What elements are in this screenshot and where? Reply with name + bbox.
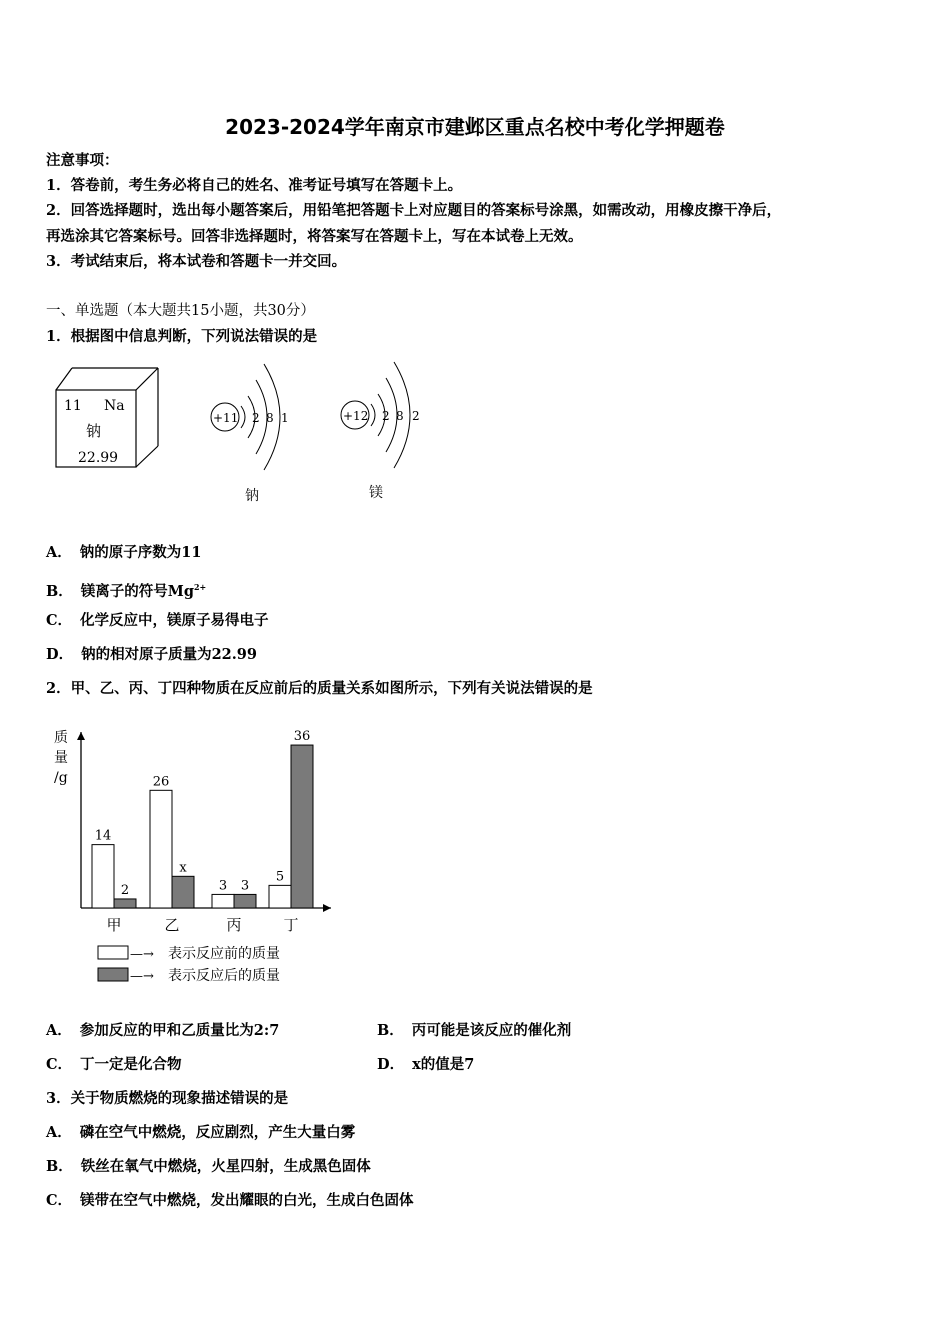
bar: [172, 876, 194, 908]
legend-arrow: —→: [130, 947, 154, 962]
option-key: B．: [377, 1022, 404, 1039]
bar-value-label: 3: [240, 878, 250, 894]
option-key: C．: [46, 1056, 73, 1073]
q2-option-a: [46, 1021, 279, 1041]
option-key: B．: [46, 1158, 73, 1175]
magnesium-shell-2: 8: [396, 409, 404, 423]
note-item: 2．回答选择题时，选出每小题答案后，用铅笔把答题卡上对应题目的答案标号涂黑，如需改动，用橡皮擦干净后，: [46, 202, 782, 219]
q3-option-c: [46, 1191, 414, 1211]
option-key: B．: [46, 582, 73, 600]
bar-value-label: x: [179, 860, 187, 876]
category-label: 甲: [106, 916, 122, 934]
q2-option-b: [377, 1021, 571, 1041]
charge-superscript: 2+: [193, 582, 207, 592]
bar: [150, 790, 172, 908]
section-heading: 一、单选题（本大题共15小题，共30分）: [46, 303, 315, 319]
option-key: D．: [46, 646, 74, 663]
option-text: 参加反应的甲和乙质量比为2:7: [79, 1022, 280, 1039]
category-label: 乙: [164, 916, 180, 934]
q3-option-b: [46, 1157, 371, 1177]
option-key: D．: [377, 1056, 405, 1073]
q3-stem: 3．关于物质燃烧的现象描述错误的是: [46, 1090, 289, 1107]
option-text: 镁带在空气中燃烧，发出耀眼的白光，生成白色固体: [80, 1192, 414, 1209]
option-text: 钠的原子序数为11: [79, 544, 202, 561]
bar: [234, 894, 256, 908]
legend-swatch: [98, 946, 128, 959]
option-text: 镁离子的符号Mg: [80, 582, 194, 600]
sodium-atom-diagram: [211, 364, 289, 504]
option-text: 磷在空气中燃烧，反应剧烈，产生大量白雾: [79, 1124, 356, 1141]
magnesium-shell-3: 2: [412, 409, 420, 423]
bar-value-label: 2: [120, 882, 130, 898]
bar: [212, 894, 234, 908]
atomic-mass: 22.99: [78, 450, 119, 466]
sodium-shell-3: 1: [281, 411, 289, 425]
chart-bars: [92, 729, 313, 934]
q2-option-d: [377, 1055, 474, 1075]
option-key: A．: [46, 1124, 72, 1141]
option-text: 铁丝在氧气中燃烧，火星四射，生成黑色固体: [80, 1158, 371, 1175]
y-axis-arrow: [77, 732, 85, 740]
option-text: 钠的相对原子质量为22.99: [81, 646, 257, 663]
q1-option-b: [46, 577, 206, 602]
option-key: C．: [46, 612, 73, 629]
option-text: 丁一定是化合物: [80, 1056, 182, 1073]
element-name: 钠: [86, 422, 102, 440]
option-text: x的值是7: [412, 1056, 475, 1073]
bar: [269, 885, 291, 908]
bar-value-label: 3: [218, 878, 228, 894]
y-axis-label: /g: [54, 770, 68, 786]
legend-label: 表示反应后的质量: [168, 968, 280, 984]
magnesium-shell-1: 2: [382, 409, 390, 423]
category-label: 丁: [283, 916, 299, 934]
option-key: A．: [46, 544, 72, 561]
page-title: 2023-2024学年南京市建邺区重点名校中考化学押题卷: [225, 115, 725, 139]
note-item: 再选涂其它答案标号。回答非选择题时，将答案写在答题卡上，写在本试卷上无效。: [46, 228, 583, 245]
bar-value-label: 26: [152, 774, 170, 790]
atomic-number: 11: [64, 398, 82, 414]
legend-swatch: [98, 968, 128, 981]
q2-stem: 2．甲、乙、丙、丁四种物质在反应前后的质量关系如图所示，下列有关说法错误的是: [46, 680, 593, 697]
bar: [291, 745, 313, 908]
bar: [92, 845, 114, 908]
q1-option-c: [46, 611, 269, 631]
q2-option-c: [46, 1055, 182, 1075]
legend-label: 表示反应前的质量: [168, 946, 280, 962]
category-label: 丙: [226, 916, 242, 934]
sodium-shell-1: 2: [252, 411, 260, 425]
q1-stem: 1．根据图中信息判断，下列说法错误的是: [46, 328, 318, 345]
option-text: 化学反应中，镁原子易得电子: [80, 612, 269, 629]
option-key: A．: [46, 1022, 72, 1039]
magnesium-nucleus: +12: [343, 409, 369, 423]
bar-value-label: 5: [275, 869, 285, 885]
sodium-nucleus: +11: [213, 411, 239, 425]
notes-heading: 注意事项：: [46, 152, 119, 169]
y-axis-label: 量: [54, 750, 68, 766]
bar: [114, 899, 136, 908]
element-symbol: Na: [104, 398, 125, 414]
q1-figure: [46, 358, 446, 508]
x-axis-arrow: [323, 904, 331, 912]
magnesium-atom-diagram: [341, 362, 420, 501]
sodium-shell-2: 8: [266, 411, 274, 425]
q1-option-d: [46, 645, 257, 665]
q3-option-a: [46, 1123, 355, 1143]
note-item: 3．考试结束后，将本试卷和答题卡一并交回。: [46, 253, 347, 270]
q1-option-a: [46, 543, 201, 563]
option-key: C．: [46, 1192, 73, 1209]
sodium-label: 钠: [245, 488, 259, 504]
chart-legend: [98, 945, 280, 984]
bar-value-label: 36: [293, 729, 311, 745]
bar-value-label: 14: [94, 828, 112, 844]
mass-bar-chart: [46, 716, 346, 996]
note-item: 1．答卷前，考生务必将自己的姓名、准考证号填写在答题卡上。: [46, 177, 463, 194]
legend-arrow: —→: [130, 969, 154, 984]
magnesium-label: 镁: [369, 485, 383, 501]
option-text: 丙可能是该反应的催化剂: [411, 1022, 572, 1039]
y-axis-label: 质: [54, 730, 68, 746]
